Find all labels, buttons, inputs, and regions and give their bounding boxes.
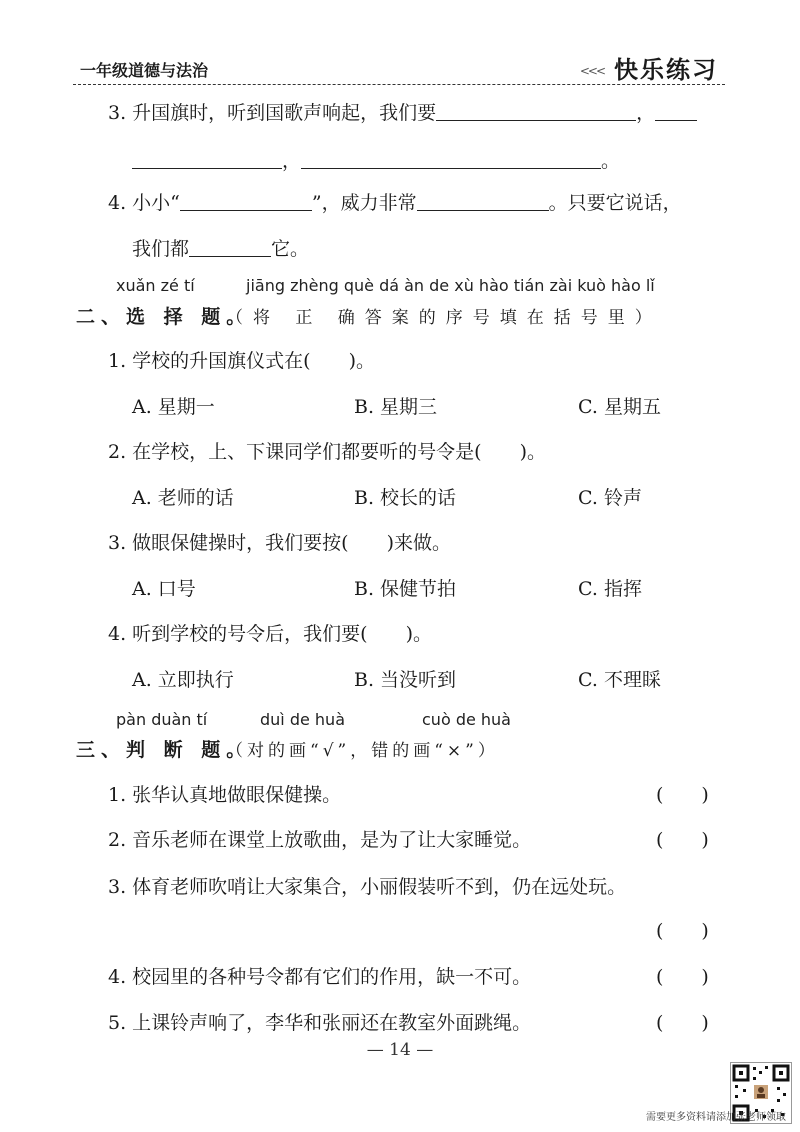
fill-q4-line2-a: 我们都 <box>132 238 190 260</box>
fill-q4-text-b: ”，威力非常 <box>311 192 417 214</box>
answer-blank[interactable] <box>301 150 601 169</box>
judge-item-5: 5. 上课铃声响了，李华和张丽还在教室外面跳绳。 <box>108 1012 532 1034</box>
answer-paren[interactable]: ( ) <box>656 784 709 806</box>
judge-item-1: 1. 张华认真地做眼保健操。 <box>108 784 342 806</box>
choice-section-note: （将 正 确答案的序号填在括号里） <box>226 308 662 328</box>
fill-q4-line2-b: 它。 <box>271 238 310 260</box>
choice-option-c[interactable]: C. 指挥 <box>578 578 642 600</box>
choice-title-pinyin: xuǎn zé tí <box>116 276 195 295</box>
answer-blank[interactable] <box>180 192 312 211</box>
answer-blank[interactable] <box>132 150 282 169</box>
chevron-decoration: <<< <box>579 64 604 78</box>
judge-wrong-pinyin: cuò de huà <box>422 710 511 729</box>
choice-question-3: 3. 做眼保健操时，我们要按( )来做。 <box>108 532 451 554</box>
judge-title-pinyin: pàn duàn tí <box>116 710 208 729</box>
fill-q3-period: 。 <box>601 150 621 172</box>
choice-option-b[interactable]: B. 星期三 <box>354 396 438 418</box>
answer-blank[interactable] <box>436 102 636 121</box>
fill-question-3 <box>108 98 697 125</box>
choice-option-a[interactable]: A. 星期一 <box>132 396 215 418</box>
fill-q3-comma: ， <box>636 102 656 124</box>
choice-option-a[interactable]: A. 口号 <box>132 578 196 600</box>
fill-q3-comma2: ， <box>282 150 302 172</box>
answer-paren[interactable]: ( ) <box>656 1012 709 1034</box>
answer-blank[interactable] <box>189 238 271 257</box>
subject-title: 一年级道德与法治 <box>80 61 209 80</box>
choice-option-a[interactable]: A. 老师的话 <box>132 487 234 509</box>
choice-question-2: 2. 在学校，上、下课同学们都要听的号令是( )。 <box>108 441 546 463</box>
fill-q4-text-a: 4. 小小“ <box>108 192 180 214</box>
answer-paren[interactable]: ( ) <box>656 920 709 942</box>
choice-option-b[interactable]: B. 校长的话 <box>354 487 457 509</box>
choice-option-c[interactable]: C. 铃声 <box>578 487 642 509</box>
fill-q4-text-c: 。只要它说话， <box>548 192 682 214</box>
fill-question-4-line2 <box>132 234 309 261</box>
judge-item-2: 2. 音乐老师在课堂上放歌曲，是为了让大家睡觉。 <box>108 829 532 851</box>
choice-question-4: 4. 听到学校的号令后，我们要( )。 <box>108 623 432 645</box>
choice-question-1: 1. 学校的升国旗仪式在( )。 <box>108 350 375 372</box>
choice-option-b[interactable]: B. 保健节拍 <box>354 578 457 600</box>
answer-blank[interactable] <box>417 192 549 211</box>
answer-paren[interactable]: ( ) <box>656 829 709 851</box>
choice-option-c[interactable]: C. 不理睬 <box>578 669 661 691</box>
choice-section-title: 二、选 择 题。 <box>76 306 252 328</box>
brand-title: 快乐练习 <box>614 56 718 84</box>
judge-correct-pinyin: duì de huà <box>260 710 345 729</box>
judge-item-3: 3. 体育老师吹哨让大家集合，小丽假装听不到，仍在远处玩。 <box>108 876 627 898</box>
header-divider <box>73 84 725 85</box>
answer-blank[interactable] <box>655 102 697 121</box>
page-number: — 14 — <box>366 1040 434 1060</box>
fill-q3-text: 3. 升国旗时，听到国歌声响起，我们要 <box>108 102 437 124</box>
choice-note-pinyin: jiāng zhèng què dá àn de xù hào tián zài kuò hào lǐ <box>246 276 655 295</box>
judge-section-title: 三、判 断 题。 <box>76 739 252 761</box>
choice-option-a[interactable]: A. 立即执行 <box>132 669 234 691</box>
choice-option-c[interactable]: C. 星期五 <box>578 396 661 418</box>
choice-option-b[interactable]: B. 当没听到 <box>354 669 457 691</box>
judge-section-note: （对的画“√”，错的画“×”） <box>226 741 499 761</box>
judge-item-4: 4. 校园里的各种号令都有它们的作用，缺一不可。 <box>108 966 532 988</box>
footer-note: 需要更多资料请添加张老师领取 <box>646 1112 786 1123</box>
fill-question-3-line2 <box>132 146 620 173</box>
answer-paren[interactable]: ( ) <box>656 966 709 988</box>
fill-question-4 <box>108 188 682 215</box>
